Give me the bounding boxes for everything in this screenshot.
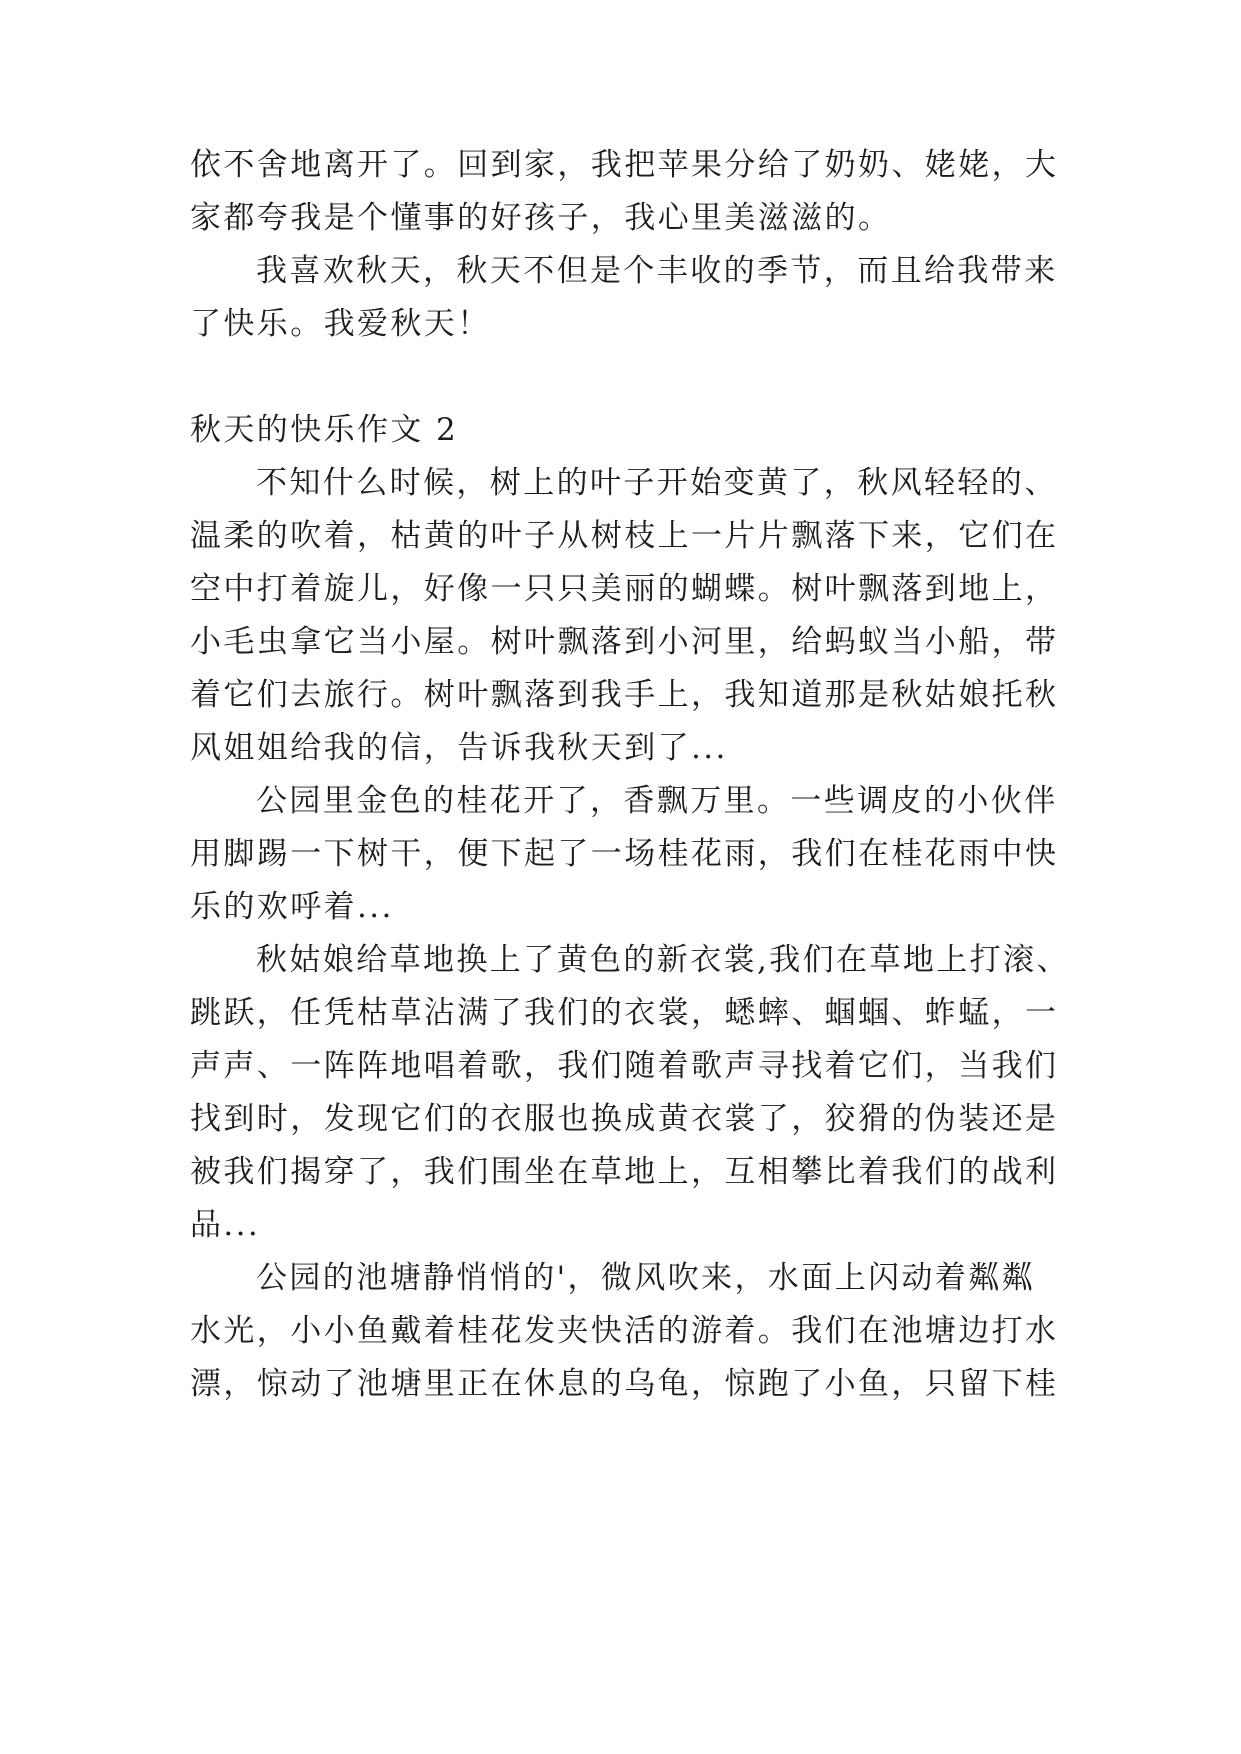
section-title: 秋天的快乐作文 2 [190,412,459,448]
text-line: 家都夸我是个懂事的好孩子，我心里美滋滋的。 [190,200,892,236]
text-line: 温柔的吹着，枯黄的叶子从树枝上一片片飘落下来，它们在 [190,518,1059,554]
text-line: 了快乐。我爱秋天！ [190,306,491,342]
text-line: 乐的欢呼着... [190,889,394,925]
text-line: 找到时，发现它们的衣服也换成黄衣裳了，狡猾的伪装还是 [190,1101,1059,1137]
text-line: 被我们揭穿了，我们围坐在草地上，互相攀比着我们的战利 [190,1154,1059,1190]
text-line: 跳跃，任凭枯草沾满了我们的衣裳，蟋蟀、蝈蝈、蚱蜢，一 [190,995,1059,1031]
paragraph-line: 我喜欢秋天，秋天不但是个丰收的季节，而且给我带来 [256,253,1058,289]
text-line: 小毛虫拿它当小屋。树叶飘落到小河里，给蚂蚁当小船，带 [190,624,1059,660]
text-line: 空中打着旋儿，好像一只只美丽的蝴蝶。树叶飘落到地上， [190,571,1059,607]
text-line: 用脚踢一下树干，便下起了一场桂花雨，我们在桂花雨中快 [190,836,1059,872]
text-line: 水光，小小鱼戴着桂花发夹快活的游着。我们在池塘边打水 [190,1313,1059,1349]
text-line: 品... [190,1207,261,1243]
paragraph-line: 不知什么时候，树上的叶子开始变黄了，秋风轻轻的、 [256,465,1058,501]
text-line: 着它们去旅行。树叶飘落到我手上，我知道那是秋姑娘托秋 [190,677,1059,713]
text-line: 风姐姐给我的信，告诉我秋天到了... [190,730,728,766]
paragraph-line: 公园里金色的桂花开了，香飘万里。一些调皮的小伙伴 [256,783,1058,819]
paragraph-line: 秋姑娘给草地换上了黄色的新衣裳,我们在草地上打滚、 [256,942,1070,978]
text-line: 依不舍地离开了。回到家，我把苹果分给了奶奶、姥姥，大 [190,147,1059,183]
text-line: 漂，惊动了池塘里正在休息的乌龟，惊跑了小鱼，只留下桂 [190,1366,1059,1402]
paragraph-line: 公园的池塘静悄悄的'，微风吹来，水面上闪动着粼粼 [256,1260,1036,1296]
text-line: 声声、一阵阵地唱着歌，我们随着歌声寻找着它们，当我们 [190,1048,1059,1084]
